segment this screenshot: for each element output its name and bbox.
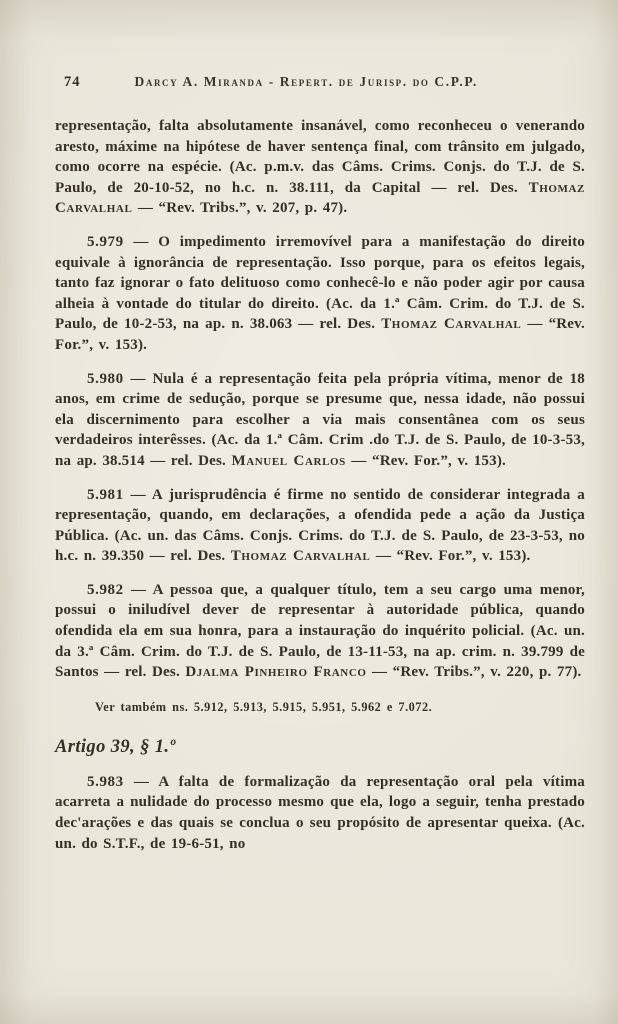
paragraph-5980: 5.980 — Nula é a representação feita pela própria vítima, menor de 18 anos, em crime de sedução, porque se presume que, nessa idade, não possui ela discernimento para escolher a via mais consentânea com os seus verdadeiros interêsses. (Ac. da 1.ª Câm. Crim .do T.J. de S. Paulo, de 10-3-53, na ap. 38.514 — rel. Des. Manuel Carlos — “Rev. For.”, v. 153). bbox=[55, 370, 585, 469]
page-number: 74 bbox=[64, 74, 81, 90]
see-also-note: Ver também ns. 5.912, 5.913, 5.915, 5.951, 5.962 e 7.072. bbox=[95, 699, 433, 714]
paragraph-5979: 5.979 — O impedimento irremovível para a manifestação do direito equivale à ignorância de representação. Isso porque, para os efeitos legais, tanto faz ignorar o fato delituoso como conhecê-lo e não poder agir por causa alheia à vontade do titular do direito. (Ac. da 1.ª Câm. Crim. do T.J. de S. Paulo, de 10-2-53, na ap. n. 38.063 — rel. Des. Thomaz Carvalhal — “Rev. For.”, v. 153). bbox=[55, 233, 585, 353]
article-heading: Artigo 39, § 1.º bbox=[55, 736, 176, 757]
paragraph-5982: 5.982 — A pessoa que, a qualquer título, tem a seu cargo uma menor, possui o iniludível dever de representar à autoridade pública, quando ofendida ela em sua honra, para a instauração do inquérito policial. (Ac. un. da 3.ª Câm. Crim. do T.J. de S. Paulo, de 13-11-53, na ap. crim. n. 39.799 de Santos — rel. Des. Djalma Pinheiro Franco — “Rev. Tribs.”, v. 220, p. 77). bbox=[55, 581, 585, 681]
running-title: Darcy A. Miranda - Repert. de Jurisp. do C.P.P. bbox=[134, 74, 478, 89]
running-header bbox=[0, 0, 618, 91]
paragraph-continuation: representação, falta absolutamente insanável, como reconheceu o venerando aresto, máxime na hipótese de haver sentença final, com trânsito em julgado, como ocorre na espécie. (Ac. p.m.v. das Câms. Crims. Conjs. do T.J. de S. Paulo, de 20-10-52, no h.c. n. 38.111, da Capital — rel. Des. Thomaz Carvalhal — “Rev. Tribs.”, v. 207, p. 47). bbox=[55, 118, 585, 217]
paragraph-5981: 5.981 — A jurisprudência é firme no sentido de considerar integrada a representação, quando, em declarações, a ofendida pede a ação da Justiça Pública. (Ac. un. das Câms. Conjs. Crims. do T.J. de S. Paulo, de 23-3-53, no h.c. n. 39.350 — rel. Des. Thomaz Carvalhal — “Rev. For.”, v. 153). bbox=[55, 486, 585, 565]
paragraph-5983: 5.983 — A falta de formalização da representação oral pela vítima acarreta a nulidade do processo mesmo que ela, logo a seguir, tenha prestado dec'arações e das quais se conclua o seu propósito de apresentar queixa. (Ac. un. do S.T.F., de 19-6-51, no bbox=[55, 773, 585, 852]
page-body bbox=[0, 91, 618, 854]
